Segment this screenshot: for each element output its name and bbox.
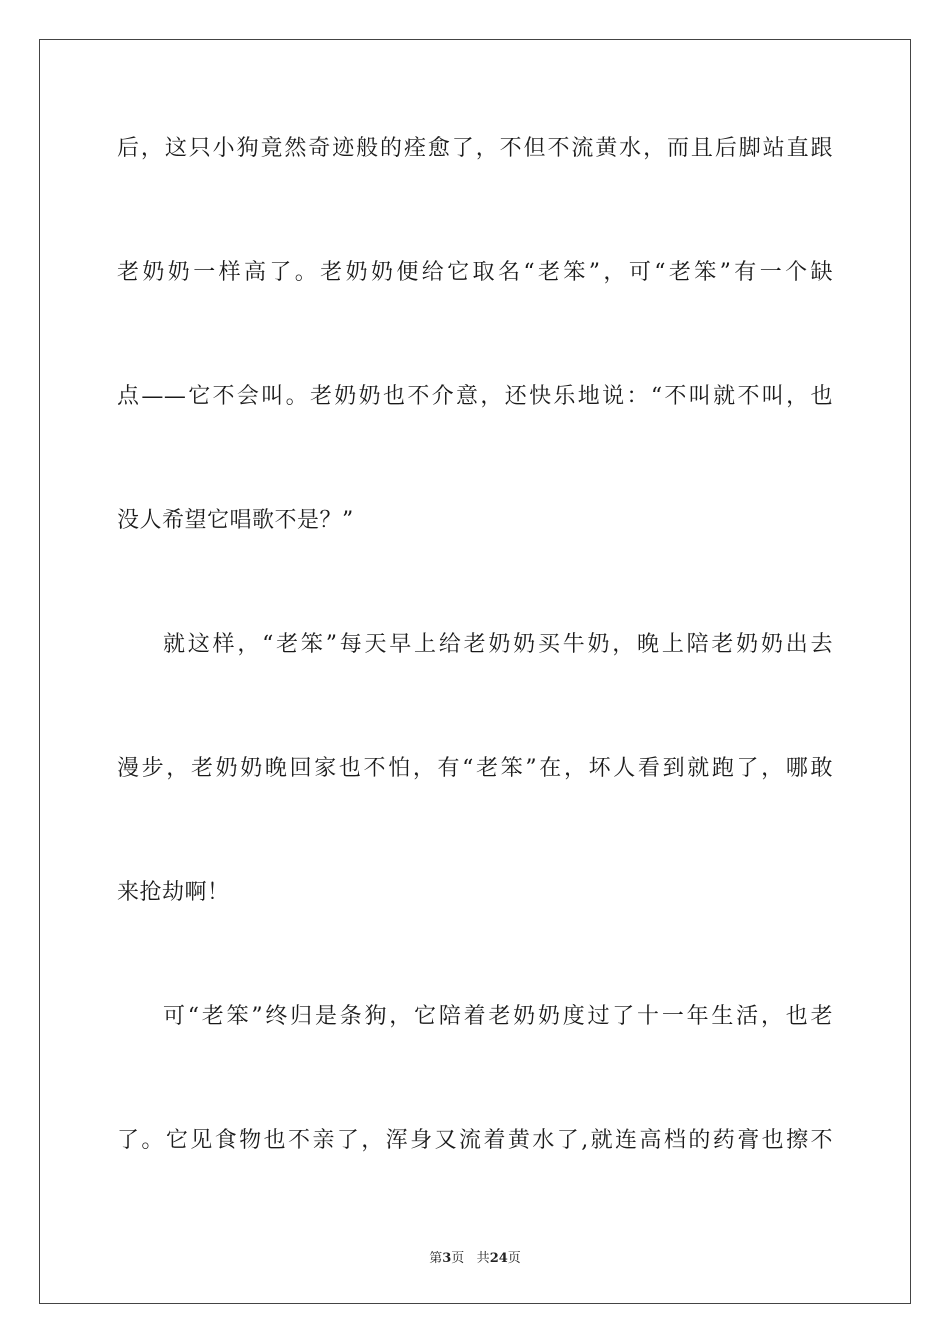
total-prefix: 共 xyxy=(476,1251,490,1266)
text-line-5: 就这样，“老笨”每天早上给老奶奶买牛奶，晚上陪老奶奶出去 xyxy=(163,632,833,657)
page-number: 3 xyxy=(442,1251,452,1266)
total-pages: 24 xyxy=(489,1251,508,1266)
page-footer xyxy=(0,1247,950,1266)
text-line-3: 点——它不会叫。老奶奶也不介意，还快乐地说：“不叫就不叫，也 xyxy=(117,384,833,409)
text-line-9: 了。它见食物也不亲了，浑身又流着黄水了,就连高档的药膏也擦不 xyxy=(117,1128,833,1153)
page-border xyxy=(39,39,911,1304)
text-line-2: 老奶奶一样高了。老奶奶便给它取名“老笨”，可“老笨”有一个缺 xyxy=(117,260,833,285)
page-prefix: 第 xyxy=(429,1251,443,1266)
page-suffix: 页 xyxy=(451,1251,465,1266)
text-line-6: 漫步，老奶奶晚回家也不怕，有“老笨”在，坏人看到就跑了，哪敢 xyxy=(117,756,833,781)
text-line-7: 来抢劫啊！ xyxy=(117,880,230,905)
text-line-1: 后，这只小狗竟然奇迹般的痊愈了，不但不流黄水，而且后脚站直跟 xyxy=(117,136,833,161)
text-line-8: 可“老笨”终归是条狗，它陪着老奶奶度过了十一年生活，也老 xyxy=(163,1004,833,1029)
text-line-4: 没人希望它唱歌不是？” xyxy=(117,508,354,533)
total-suffix: 页 xyxy=(507,1251,521,1266)
